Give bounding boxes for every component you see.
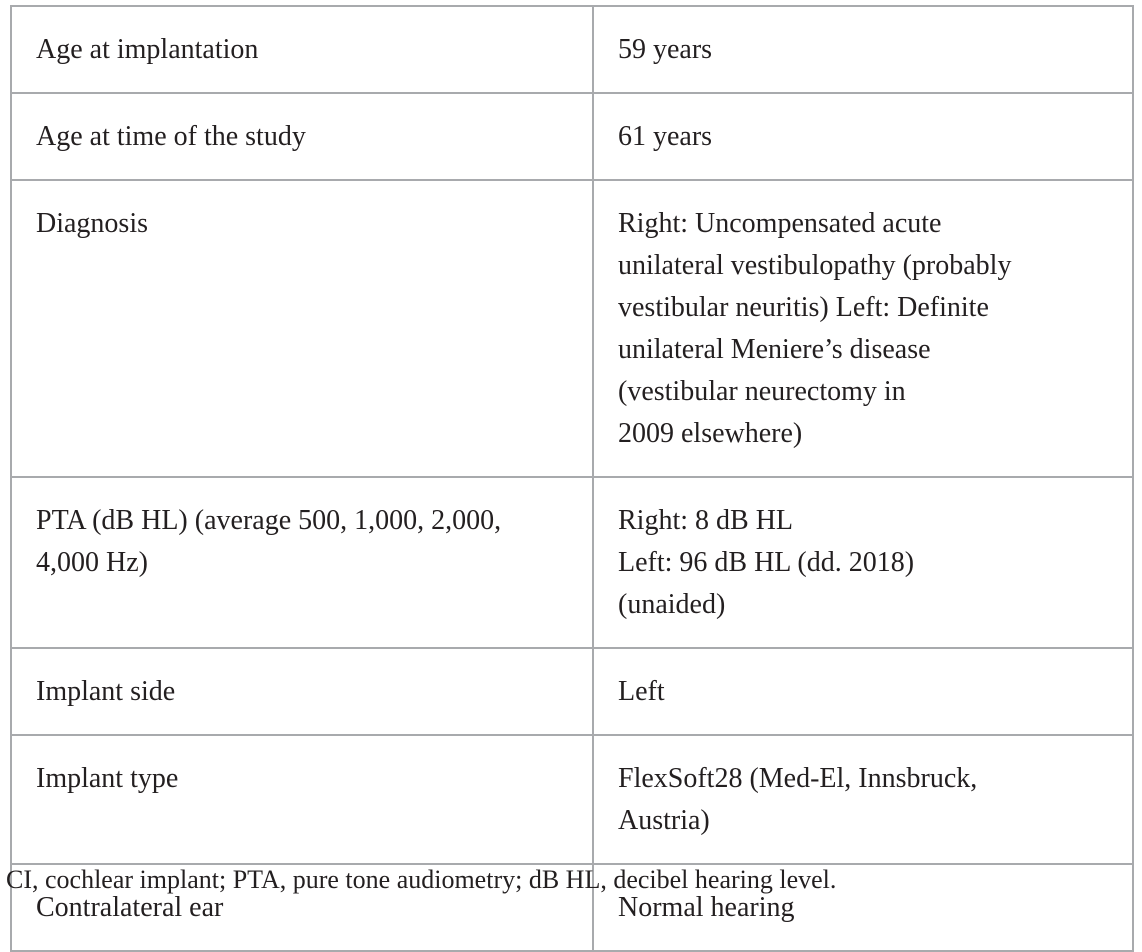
row-value: 61 years xyxy=(593,93,1133,180)
row-label: PTA (dB HL) (average 500, 1,000, 2,000, 4,000 Hz) xyxy=(11,477,593,648)
table-row xyxy=(11,93,1133,180)
table-row xyxy=(11,6,1133,93)
row-value: Normal hearing xyxy=(593,864,1133,951)
table-row xyxy=(11,735,1133,864)
row-value: Right: 8 dB HL Left: 96 dB HL (dd. 2018) (unaided) xyxy=(593,477,1133,648)
table-row xyxy=(11,180,1133,477)
row-value: Right: Uncompensated acute unilateral vestibulopathy (probably vestibular neuritis) Left: Definite unilateral Meniere’s disease (vestibular neurectomy in 2009 elsewhere) xyxy=(593,180,1133,477)
table-row xyxy=(11,477,1133,648)
table-row xyxy=(11,648,1133,735)
row-label: Contralateral ear xyxy=(11,864,593,951)
row-label: Age at time of the study xyxy=(11,93,593,180)
row-value: Left xyxy=(593,648,1133,735)
row-label: Age at implantation xyxy=(11,6,593,93)
patient-characteristics-table xyxy=(10,5,1134,952)
row-label: Implant side xyxy=(11,648,593,735)
row-value: FlexSoft28 (Med-El, Innsbruck, Austria) xyxy=(593,735,1133,864)
table-footnote: CI, cochlear implant; PTA, pure tone audiometry; dB HL, decibel hearing level. xyxy=(6,865,837,894)
row-label: Diagnosis xyxy=(11,180,593,477)
row-label: Implant type xyxy=(11,735,593,864)
row-value: 59 years xyxy=(593,6,1133,93)
